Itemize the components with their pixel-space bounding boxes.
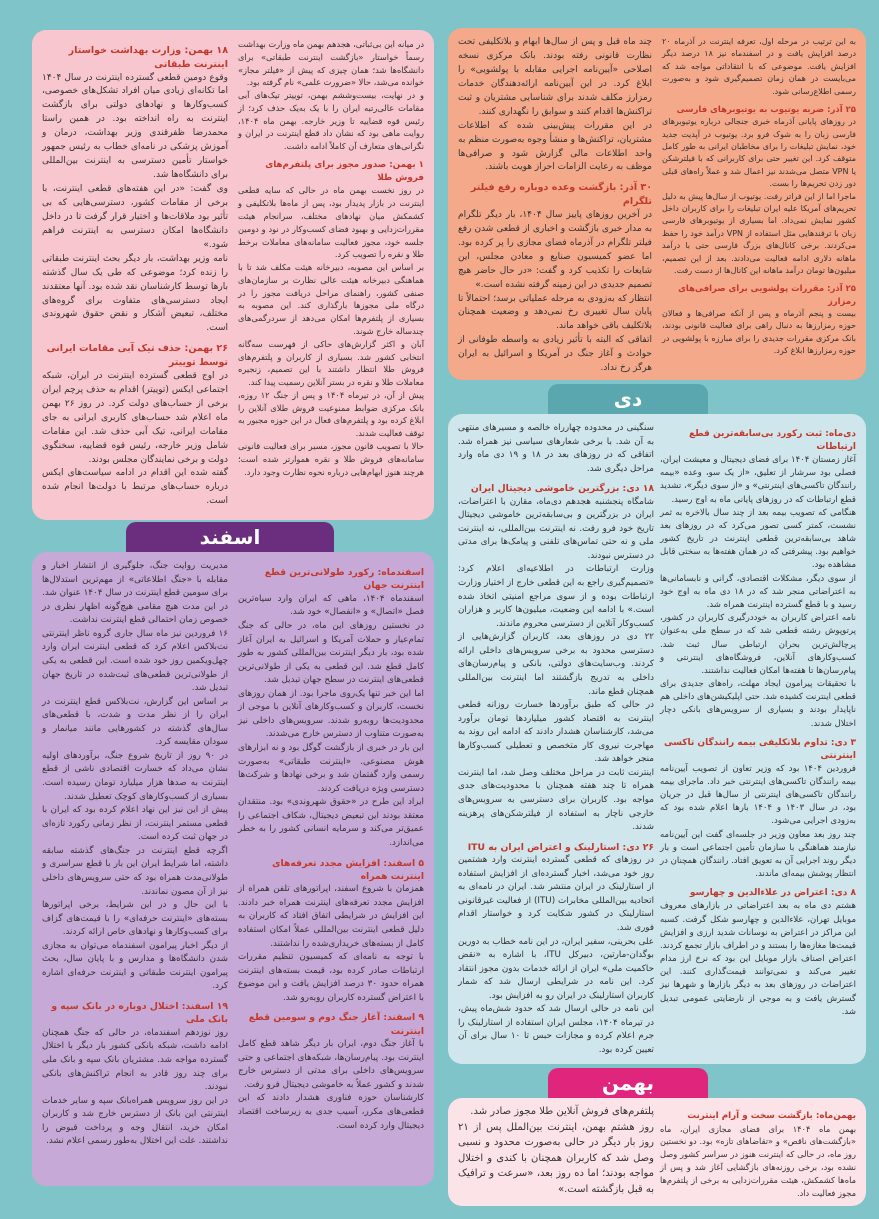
article-heading: ۲۶ دی: استارلینک و اعتراض ایران به ITU xyxy=(467,841,654,853)
esfand-section-panel xyxy=(32,552,434,1186)
article-paragraph: همزمان با شروع اسفند، اپراتورهای تلفن همراه از افزایش مجدد تعرفه‌های اینترنت همراه خبر دادند. این افزایش در شرایطی اتفاق افتاد که کاربران به دلیل قطعی اینترنت بین‌المللی عملاً امکان استفاده کامل از بسته‌های خریداری‌شده را نداشتند. xyxy=(238,884,424,949)
esfand-month-band xyxy=(126,522,334,552)
article-paragraph: اگرچه قطع اینترنت در جنگ‌های گذشته سابقه داشته، اما شرایط ایران این بار با قطع سراسری و طولانی‌مدت همراه بود که حتی سرویس‌های داخلی نیز از آن مصون نماندند. xyxy=(42,845,228,897)
article-paragraph: روز نوزدهم اسفندماه، در حالی که جنگ همچنان ادامه داشت، شبکه بانکی کشور بار دیگر با اختلال گسترده مواجه شد. مشتریان بانک سپه و بانک ملی برای چند روز قادر به انجام تراکنش‌های بانکی نبودند. xyxy=(42,1027,228,1093)
article-paragraph: در نخستین روزهای این ماه، در حالی که جنگ تمام‌عیار و حملات آمریکا و اسرائیل به ایران آغاز شده بود، بار دیگر اینترنت بین‌المللی کشور به طور کامل قطع شد. این قطعی به یکی از طولانی‌ترین قطعی‌های اینترنت در سطح جهان تبدیل شد. xyxy=(238,620,424,686)
dey-column-right xyxy=(660,422,856,1019)
bahman-continued-panel xyxy=(32,30,434,520)
article-paragraph: بیست و پنجم آذرماه و پس از آنکه صرافی‌ها و فعالان حوزه رمزارزها به دنبال راهی برای فعالیت قانونی بودند، بانک مرکزی مقررات جدیدی را برای مبارزه با پولشویی در حوزه رمزارزها ابلاغ کرد. xyxy=(662,308,856,356)
article-paragraph: شامگاه پنجشنبه هجدهم دی‌ماه، مقارن با اعتراضات، ایران در بزرگترین و بی‌سابقه‌ترین خاموشی دیجیتال تاریخ خود فرو رفت. نه اینترنت بین‌المللی، نه اینترنت ملی و نه حتی تماس‌های تلفنی و پیامک‌ها برای مدتی در دسترس نبودند. xyxy=(458,496,654,561)
dey-column-left xyxy=(458,422,654,1058)
esfand-month-title: اسفند xyxy=(199,525,261,549)
article-paragraph: در این روز سرویس همراه‌بانک سپه و سایر خدمات اینترنتی این بانک از دسترس خارج شد و کاربران امکان خرید، انتقال وجه و پرداخت قبوض را نداشتند. علت این اختلال به‌طور رسمی اعلام نشد. xyxy=(42,1095,228,1147)
article-paragraph: بر اساس این گزارش، نت‌بلاکس قطع اینترنت در ایران را از نظر مدت و شدت، با قطعی‌های سال‌های گذشته در کشورهایی مانند میانمار و سودان مقایسه کرد. xyxy=(42,696,228,748)
article-paragraph: بر اساس این مصوبه، دبیرخانه هیئت مکلف شد تا با هماهنگی دبیرخانه هیئت عالی نظارت بر سازمان‌های صنفی کشور، راهنمای مراحل دریافت مجوز را در درگاه ملی مجوزها بارگذاری کند. این مصوبه به بسیاری از پلتفرم‌ها امکان می‌دهد از سردرگمی‌های چندساله خارج شوند. xyxy=(238,262,424,336)
article-paragraph: وقوع دومین قطعی گسترده اینترنت در سال ۱۴۰۴ اما تکانه‌ای زیادی میان افراد تشکل‌های خصوصی، کسب‌وکارها و نهادهای دولتی برای بازگشت اینترنت به راه انداخته بود. در همین راستا محمدرضا ظفرقندی وزیر بهداشت، درمان و آموزش پزشکی در نامه‌ای خطاب به رئیس جمهور خواستار تأمین دسترسی به اینترنت بین‌المللی برای دانشگاه‌ها شد. xyxy=(42,72,228,181)
article-paragraph: چند ماه قبل و پس از سال‌ها ابهام و بلاتکلیفی تحت نظارت قانونی رفته بودند. بانک مرکزی نسخه اصلاحی «آیین‌نامه اجرایی مقابله با پولشویی» را ابلاغ کرد. در این آیین‌نامه ارائه‌دهندگان خدمات رمزارز مکلف شدند برای شناسایی مشتریان و ثبت تراکنش‌ها اقدام کنند و سوابق را نگهداری کنند. xyxy=(458,37,652,117)
article-paragraph: ماجرا اما از این فراتر رفت. یوتیوب از سال‌ها پیش به دلیل تحریم‌های آمریکا علیه ایران تبلیغات را برای کاربران داخل کشور نمایش نمی‌داد. اما بسیاری از یوتیوبرهای فارسی زبان با ترفندهایی مثل استفاده از VPN درآمد خود را حفظ می‌کردند. برخی کانال‌های بزرگ فارسی حتی با درآمد ماهانه دلاری ادامه فعالیت می‌دادند. بعد از این تصمیم، میلیون‌ها تومان درآمد ماهانه این کانال‌ها از دست رفت. xyxy=(662,191,857,275)
article-paragraph: در روزهای که قطعی گسترده اینترنت وارد هشتمین روز خود می‌شد، اخبار گسترده‌ای از افزایش استفاده از استارلینک در ایران منتشر شد. ایران در نامه‌ای به اتحادیه بین‌المللی مخابرات (ITU) از فعالیت غیرقانونی استارلینک در کشور شکایت کرد و خواستار اقدام فوری شد. xyxy=(458,855,654,933)
bahman-column-right xyxy=(238,38,424,478)
article-paragraph: با تحقیقات پیرامون ایجاد مهلت، راه‌های جدیدی برای قطعی اینترنت کشیده شد. حتی اپلیکیشن‌های داخلی هم ناپایدار بودند و بسیاری از سرویس‌های بانکی دچار اختلال شدند. xyxy=(660,679,856,729)
article-paragraph: علی بحرینی، سفیر ایران، در این نامه خطاب به دورین بوگدان-مارتین، دبیرکل ITU، با اشاره به «نقض حاکمیت ملی» ایران از ارائه خدمات بدون مجوز انتقاد کرد. این نامه در شرایطی ارسال شد که شمار کاربران استارلینک در ایران رو به افزایش بود. xyxy=(458,936,654,1001)
esfand-column-right xyxy=(238,560,424,1133)
article-paragraph: در روز نخست بهمن ماه در حالی که سایه قطعی اینترنت در بازار پدیدار بود، پس از ماه‌ها بلاتکلیفی و کشمکش میان نهادهای مختلف، سرانجام هیئت مقررات‌زدایی و بهبود فضای کسب‌وکار در نود و دومین جلسه خود، مجوز فعالیت سامانه‌های معاملات برخط طلا و نقره را تصویب کرد. xyxy=(238,185,424,260)
article-paragraph: نامه وزیر بهداشت، بار دیگر بحث اینترنت طبقاتی را زنده کرد؛ موضوعی که طی یک سال گذشته بارها توسط کارشناسان نقد شده بود. آنها معتقدند ایجاد دسترسی‌های متفاوت برای گروه‌های مختلف، تبعیض آشکار و نقض حقوق شهروندی است. xyxy=(42,253,228,334)
article-heading: ۲۵ آذر: ضربه یوتیوب به یوتیوبرهای فارسی xyxy=(676,104,856,115)
article-paragraph: حالا با تصویب قانون مجوز، مسیر برای فعالیت قانونی سامانه‌های فروش طلا و نقره هموارتر شده است؛ هرچند هنوز ابهام‌هایی درباره نحوه نظارت وجود دارد. xyxy=(238,441,424,477)
article-paragraph: ایراد این طرح در «حقوق شهروندی» بود. منتقدان معتقد بودند این تبعیض دیجیتال، شکاف اجتماعی را عمیق‌تر می‌کند و سرمایه انسانی کشور را به خطر می‌اندازد. xyxy=(238,797,424,848)
article-paragraph: اعتراض اصناف بازار موبایل این بود که نرخ ارز مدام تغییر می‌کند و نمی‌توانند قیمت‌گذاری کنند. این اعتراضات در روزهای بعد به دیگر بازارها و شهرها نیز گسترش یافت و به موجی از نارضایتی عمومی تبدیل شد. xyxy=(660,954,856,1017)
article-paragraph: کارشناسان حوزه فناوری هشدار دادند که این قطعی‌های مکرر، آسیب جدی به زیرساخت اقتصاد دیجیتال وارد کرده است. xyxy=(238,1093,424,1131)
article-paragraph: آبان و اکثر گزارش‌های حاکی از فهرست سه‌گانه انتخابی کشور شد. بسیاری از کاربران و پلتفرم‌های فروش طلا انتظار داشتند با این تصمیم، زنجیره معاملات طلا و نقره در بستر آنلاین رسمیت پیدا کند. xyxy=(238,338,424,388)
dey-section-panel xyxy=(448,414,866,1064)
article-paragraph: مدیریت روایت جنگ، جلوگیری از انتشار اخبار و مقابله با «جنگ اطلاعاتی» از مهم‌ترین استدلال‌ها برای سومین قطع اینترنت در سال ۱۴۰۴ عنوان شد. xyxy=(42,561,228,599)
article-heading: ۳۰ آذر: بازگشت وعده دوباره رفع فیلتر تلگرام xyxy=(470,182,652,208)
article-heading: ۲۵ آذر: مقررات پولشویی برای صرافی‌های رمزارز xyxy=(678,284,856,307)
article-paragraph: اینترنت ثابت در مراحل مختلف وصل شد، اما اینترنت همراه تا چند هفته همچنان با محدودیت‌های جدی مواجه بود. کاربران برای دسترسی به سرویس‌های خارجی ناچار به استفاده از فیلترشکن‌های پرهزینه شدند. xyxy=(458,767,654,833)
article-heading: ۱۸ دی: بزرگترین خاموشی دیجیتال ایران xyxy=(470,483,654,495)
article-paragraph: پیش از آن، در تیرماه ۱۴۰۴ و پس از جنگ ۱۲ روزه، بانک مرکزی ضوابط ممنوعیت فروش طلای آنلاین را ابلاغ کرده بود و پلتفرم‌های فعال در این حوزه مجبور به توقف فعالیت شدند. xyxy=(238,389,424,439)
dey-month-band xyxy=(548,384,708,414)
article-heading: ۵ اسفند: افزایش مجدد تعرفه‌های اینترنت همراه xyxy=(272,857,424,882)
article-heading: اسفندماه: رکورد طولانی‌ترین قطع اینترنت جهان xyxy=(264,567,424,592)
article-paragraph: در ۹۰ روز از تاریخ شروع جنگ، برآوردهای اولیه نشان می‌داد که خسارت اقتصادی ناشی از قطع اینترنت به صدها هزار میلیارد تومان رسیده است. بسیاری از کسب‌وکارهای کوچک تعطیل شدند. xyxy=(42,750,228,802)
article-paragraph: در آخرین روزهای پاییز سال ۱۴۰۴، بار دیگر تلگرام به مدار خبری بازگشت و اخباری از قطعی شدن رفع فیلتر تلگرام در آذرماه فضای مجازی را پر کرده بود. اما عضو کمیسیون صنایع و معادن مجلس، این شایعات را تکذیب کرد و گفت: «در حال حاضر هیچ تصمیم جدیدی در این زمینه گرفته نشده است.» xyxy=(458,209,652,290)
article-paragraph: با این حال و در این شرایط، برخی اپراتورها بسته‌های «اینترنت حرفه‌ای» را با قیمت‌های گزاف برای کسب‌وکارها و نهادهای خاص ارائه کردند. xyxy=(42,900,228,938)
bahman-month-band xyxy=(548,1068,708,1098)
article-heading: بهمن‌ماه: بازگشت سخت و آرام اینترنت xyxy=(687,1111,856,1121)
article-paragraph: روز هشتم بهمن، اینترنت بین‌الملل پس از ۲۱ روز بار دیگر در حالی به‌صورت محدود و نسبی وصل شد که کاربران همچنان با کندی و اختلال مواجه بودند؛ اما ده روز بعد، «سرعت و ترافیک به قبل بازگشته است.» xyxy=(458,1121,654,1195)
article-paragraph: ۲۲ دی در روزهای بعد، کاربران گزارش‌هایی از دسترسی محدود به برخی سرویس‌های داخلی ارائه کردند. وب‌سایت‌های دولتی، بانکی و پیام‌رسان‌های داخلی به تدریج بازگشتند اما اینترنت بین‌المللی همچنان قطع ماند. xyxy=(458,632,654,697)
article-paragraph: در روزهای پایانی آذرماه خبری جنجالی درباره یوتیوبرهای فارسی زبان را به شوک فرو برد. یوتیوب در آپدیت جدید خود، نمایش تبلیغات را برای مخاطبان ایرانی به طور کامل متوقف کرد. این تغییر حتی برای کاربرانی که با فیلترشکن یا VPN متصل می‌شدند نیز اعمال شد و عملاً راه‌های قبلی دور زدن تحریم‌ها را بست. xyxy=(662,117,856,189)
bahman-intro-left xyxy=(458,1104,654,1197)
article-paragraph: سنگینی در محدوده چهارراه خالصه و مسیرهای منتهی به آن شد. با برخی شعارهای سیاسی نیز همراه شد. اتفاقی که در روزهای بعد در ۱۸ و ۱۹ دی ماه وارد مراحل دیگری شد. xyxy=(458,423,654,474)
bahman-intro-right xyxy=(660,1104,856,1199)
article-paragraph: انتظار که به‌زودی به مرحله عملیاتی برسد؛ احتمالاً تا پایان سال تغییری رخ نمی‌دهد و وضعیت همچنان بلاتکلیف باقی خواهد ماند. xyxy=(458,293,652,332)
article-heading: ۱ بهمن: صدور مجوز برای پلتفرم‌های فروش طلا xyxy=(265,160,424,183)
article-paragraph: اما این خبر تنها یک‌روی ماجرا بود. از همان روزهای نخست، کاربران و کسب‌وکارهای آنلاین با موجی از محدودیت‌ها روبه‌رو شدند. سرویس‌های داخلی نیز به‌صورت متناوب از دسترس خارج می‌شدند. xyxy=(238,688,424,740)
article-paragraph: در میانه این بی‌ثباتی، هجدهم بهمن ماه وزارت بهداشت رسماً خواستار «بازگشت اینترنت طبقاتی» برای دانشگاه‌ها شد؛ همان چیزی که پیش از «فیلتر مجاز» خوانده می‌شد، حالا «ضرورت علمی» نام گرفته بود. xyxy=(238,39,424,88)
article-paragraph: ۱۶ فروردین نیز ماه سال جاری گروه ناظر اینترنتی نت‌بلاکس اعلام کرد که قطعی اینترنت ایران وارد چهل‌ویکمین روز خود شده است. این قطعی به یکی از طولانی‌ترین قطعی‌های ثبت‌شده در تاریخ جهان تبدیل شد. xyxy=(42,628,228,694)
article-paragraph: اتفاقی که البته با تأثیر زیادی به واسطه طوفانی از حوادث و آغاز جنگ در آمریکا و اسرائیل به ایران هرگز رخ نداد. xyxy=(458,335,652,374)
article-paragraph: فروردین ۱۴۰۴ بود که وزیر تعاون از تصویب آیین‌نامه بیمه رانندگان تاکسی‌های اینترنتی خبر داد. ماجرای بیمه رانندگان تاکسی‌های اینترنتی از سال‌ها قبل در جریان بود، در سال ۱۴۰۳ و ۱۴۰۴ بارها اعلام شده بود که به‌زودی اجرایی می‌شود. xyxy=(660,763,856,827)
dey-month-title: دی xyxy=(613,387,643,411)
article-paragraph: نامه اعتراض کاربران به خوددرگیری کاربران در کشور، پرتوپوش رشته قطعی شد که در سطح ملی به‌عنوان پرچالش‌ترین بحران ارتباطی سال ثبت شد. کسب‌وکارهای آنلاین، فروشگاه‌های اینترنتی و پیام‌رسان‌ها تا هفته‌ها امکان فعالیت نداشتند. xyxy=(660,613,856,676)
azar-column-right xyxy=(662,36,856,358)
article-paragraph: به این ترتیب در مرحله اول، تعرفه اینترنت در آذرماه ۲۰ درصد افزایش یافت و در اسفندماه نیز ۱۸ درصد دیگر افزایش یافت. موضوعی که با انتقاداتی مواجه شد که می‌بایست در همان زمان تصمیم‌گیری شود و به‌صورت رسمی اطلاع‌رسانی شود. xyxy=(662,37,857,96)
esfand-column-left xyxy=(42,560,228,1149)
article-heading: ۲۶ بهمن: حذف تیک آبی مقامات ایرانی توسط توییتر xyxy=(46,343,228,369)
article-paragraph: در اوج قطعی گسترده اینترنت در ایران، شبکه اجتماعی ایکس (توییتر) اقدام به حذف پرچم ایران برخی از حساب‌های دولت کرد. در روز ۲۶ بهمن ماه اعلام شد حساب‌های کاربری ایرانی به جای مقامات ایرانی، تیک آبی حذف شد. این مقامات شامل وزیر خارجه، رئیس قوه قضاییه، سخنگوی دولت و برخی نمایندگان مجلس بودند. xyxy=(42,370,228,465)
azar-section-panel xyxy=(448,28,866,380)
article-paragraph: از سوی دیگر، مشکلات اقتصادی، گرانی و نابسامانی‌ها به اعتراضاتی منجر شد که در ۱۸ دی ماه به اوج خود رسید و با قطع گسترده اینترنت همراه شد. xyxy=(660,573,856,610)
azar-column-left xyxy=(458,36,652,376)
bahman-column-left xyxy=(42,38,228,509)
article-heading: ۳ دی: تداوم بلاتکلیفی بیمه رانندگان تاکسی اینترنتی xyxy=(664,737,856,761)
article-paragraph: از دیگر اخبار پیرامون اسفندماه می‌توان به مجازی شدن دانشگاه‌ها و مدارس و با پایان سال، بحث پیرامون اینترنت طبقاتی و اینترنت حرفه‌ای اشاره کرد. xyxy=(42,940,228,992)
article-paragraph: در این مدت هیچ مقامی هیچ‌گونه اظهار نظری در خصوص زمان احتمالی قطع اینترنت نداشت. xyxy=(42,601,228,626)
article-paragraph: این نامه در حالی ارسال شد که حدود شش‌ماه پیش، در تیرماه ۱۴۰۴، مجلس ایران استفاده از استارلینک را جرم اعلام کرده و مجازات حبس تا ۱۰ سال برای آن تعیین کرده بود. xyxy=(458,1004,655,1055)
article-paragraph: هنگامی که تصویب بیمه بعد از چند سال بالاخره به ثمر نشست، کمتر کسی تصور می‌کرد که در روزهای بعد شاهد بی‌سابقه‌ترین قطعی اینترنت در تاریخ کشور خواهیم بود. پیشرفتی که در همان هفته‌ها به سختی قابل مشاهده بود. xyxy=(660,507,856,571)
article-paragraph: و در نهایت، بیست‌وششم بهمن، توییتر تیک‌های آبی مقامات عالی‌رتبه ایران را با یک به‌یک حذف کرد؛ از رئیس قوه قضاییه تا وزیر خارجه. بهمن ماه ۱۴۰۴، روایت ماهی بود که نشان داد قطع اینترنت در ایران و نگرانی‌های متعارف آن کاملاً ادامه داشت. xyxy=(238,90,424,152)
article-paragraph: در این مقررات پیش‌بینی شده که اطلاعات مشتریان، تراکنش‌ها و منشأ وجوه به‌صورت منظم به واحد اطلاعات مالی گزارش شود و صرافی‌ها موظف به رعایت الزامات احراز هویت باشند. xyxy=(458,120,652,173)
article-paragraph: این بار در خبری از بازگشت گوگل بود و نه ابزارهای هوش مصنوعی. «اینترنت طبقاتی» به‌صورت رسمی وارد گفتمان شد و برخی نهادها و شرکت‌ها دسترسی ویژه دریافت کردند. xyxy=(238,743,424,794)
bahman-section-panel xyxy=(448,1098,866,1206)
article-paragraph: وی گفت: «در این هفته‌های قطعی اینترنت، با برخی از مقامات کشور، دسترسی‌هایی که بی تأثیر بود ملاقات‌ها و اختیار قرار گرفت تا در داخل دانشگاه‌ها امکان دسترسی به اینترنت فراهم شود.» xyxy=(42,184,228,250)
article-paragraph: گفته شده این اقدام در ادامه سیاست‌های ایکس درباره حساب‌های مرتبط با دولت‌ها انجام شده است. xyxy=(42,468,228,507)
article-heading: ۱۸ بهمن: وزارت بهداشت خواستار اینترنت طبقاتی xyxy=(68,45,228,70)
article-paragraph: بهمن ماه ۱۴۰۴ برای فضای مجازی ایران، ماه «بازگشت‌های ناقص» و «تقاضاهای تازه» بود. دو نخستین روز ماه، در حالی که اینترنت هنوز در سراسر کشور وصل نشده بود، برخی روزنه‌های بازگشایی آغاز شد و پس از ماه‌ها کشمکش، هیئت مقررات‌زدایی به برخی از پلتفرم‌ها مجوز فعالیت داد. xyxy=(660,1123,856,1198)
article-heading: ۹ اسفند: آغاز جنگ دوم و سومین قطع اینترنت xyxy=(248,1012,424,1037)
article-paragraph: با توجه به نامه‌ای که کمیسیون تنظیم مقررات ارتباطات صادر کرده بود، قیمت بسته‌های اینترنت همراه حدود ۳۰ درصد افزایش یافت و این موضوع با اعتراض گسترده کاربران روبه‌رو شد. xyxy=(238,952,425,1003)
article-paragraph: در حالی که طبق برآوردها خسارت روزانه قطعی اینترنت به اقتصاد کشور میلیاردها تومان برآورد می‌شد، کارشناسان هشدار دادند که ادامه این روند به مهاجرت نیروی کار متخصص و تعطیلی کسب‌وکارها منجر خواهد شد. xyxy=(458,700,654,765)
article-heading: ۱۹ اسفند: اختلال دوباره در بانک سپه و بانک ملی xyxy=(51,1001,228,1026)
article-paragraph: هشتم دی ماه به بعد اعتراضاتی در بازارهای معروف موبایل تهران، علاءالدین و چهارسو شکل گرفت. کسبه این مراکز در اعتراض به نوسانات شدید ارزی و افزایش قیمت‌ها مغازه‌ها را بستند و در اطراف بازار تجمع کردند. xyxy=(659,901,856,951)
article-heading: دی‌ماه: ثبت رکورد بی‌سابقه‌ترین قطع ارتباطات xyxy=(689,429,856,453)
article-paragraph: پیش از این نیز این نهاد اعلام کرده بود که ایران با قطعی مستمر اینترنت، از نظر زمانی رکورد تازه‌ای در جهان ثبت کرده است. xyxy=(42,805,228,843)
article-paragraph: اسفندماه ۱۴۰۴، ماهی که ایران وارد سیاه‌ترین فصل «اتصال» و «انفصال» خود شد. xyxy=(238,593,424,618)
article-paragraph: با آغاز جنگ دوم، ایران بار دیگر شاهد قطع کامل اینترنت بود. پیام‌رسان‌ها، شبکه‌های اجتماعی و حتی سرویس‌های داخلی برای مدتی از دسترس خارج شدند و کشور عملاً به خاموشی دیجیتال فرو رفت. xyxy=(238,1039,424,1090)
article-paragraph: پلتفرم‌های فروش آنلاین طلا مجوز صادر شد. xyxy=(470,1106,654,1117)
article-paragraph: چند روز بعد معاون وزیر در جلسه‌ای گفت این آیین‌نامه نیازمند هماهنگی با سازمان تأمین اجتماعی است و بار دیگر روند اجرایی آن به تعویق افتاد. رانندگان همچنان در انتظار پوشش بیمه‌ای ماندند. xyxy=(660,829,856,880)
bahman-month-title: بهمن xyxy=(601,1071,655,1095)
article-paragraph: آغاز زمستان ۱۴۰۴ برای فضای دیجیتال و معیشت ایران، فصلی بود سرشار از تعلیق، «از یک سو، وعده «بیمه رانندگان تاکسی‌های اینترنتی» و «از سوی دیگر»، تشدید قطع ارتباطات که در روزهای پایانی ماه به اوج رسید. xyxy=(660,455,856,505)
article-heading: ۸ دی: اعتراض در علاءالدین و چهارسو xyxy=(689,888,856,899)
article-paragraph: وزارت ارتباطات در اطلاعیه‌ای اعلام کرد: «تصمیم‌گیری راجع به این قطعی خارج از اختیار وزارت ارتباطات بوده و از سوی مراجع امنیتی اتخاذ شده است.» با ادامه این وضعیت، میلیون‌ها کاربر و هزاران کسب‌وکار آنلاین از دسترسی محروم ماندند. xyxy=(458,564,654,629)
